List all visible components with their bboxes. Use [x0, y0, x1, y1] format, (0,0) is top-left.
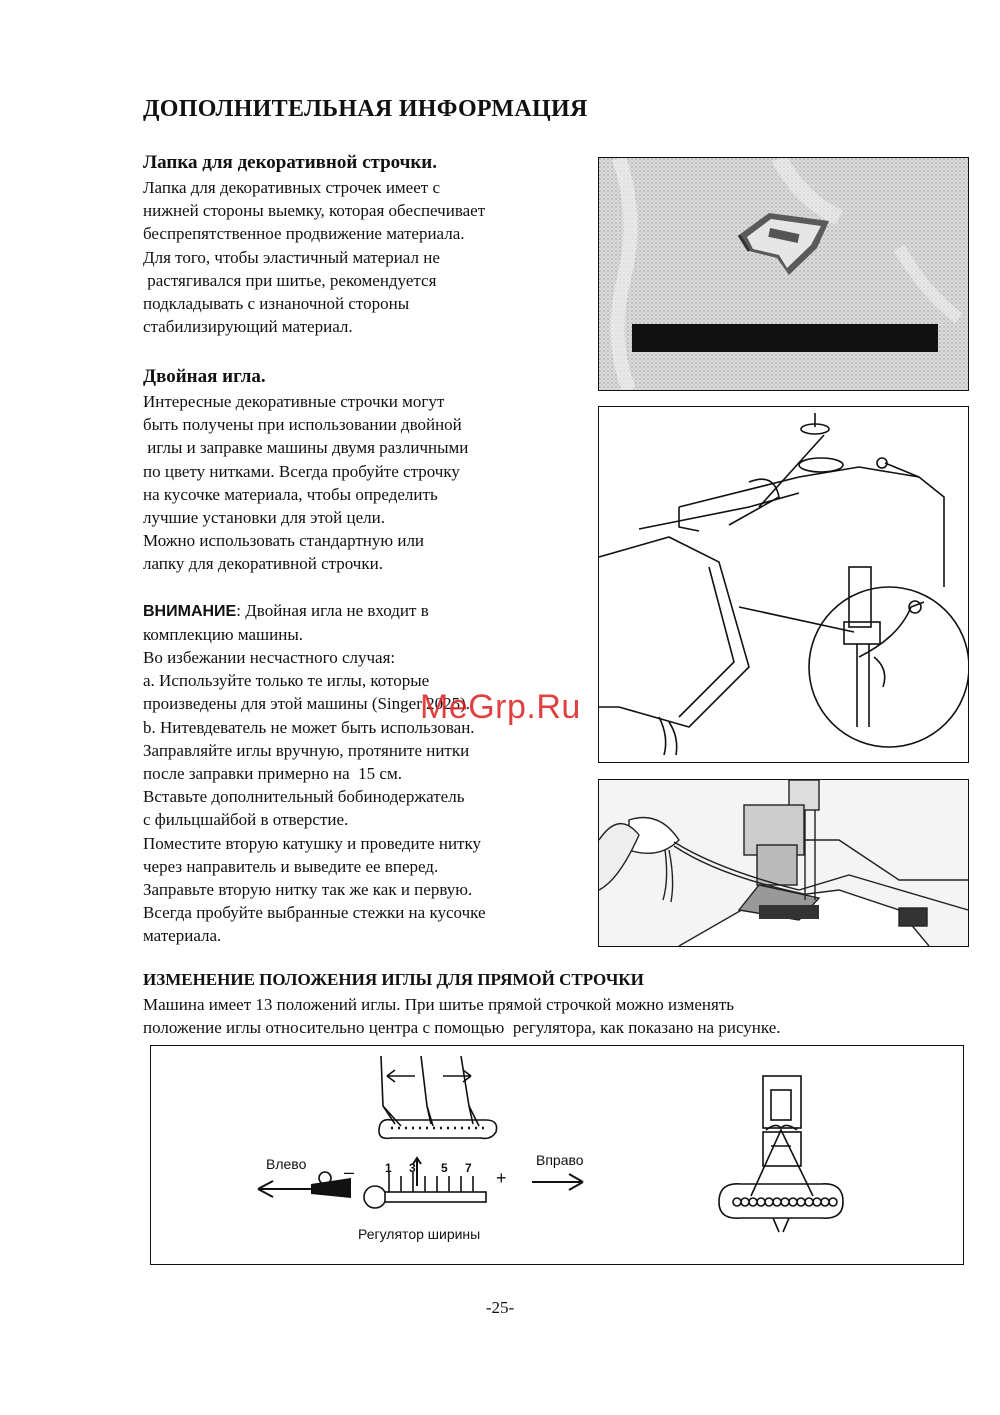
tick-label: 1 — [385, 1161, 392, 1175]
text-line: через направитель и выведите ее вперед. — [143, 856, 439, 876]
text-line: Вставьте дополнительный бобинодержатель — [143, 787, 465, 807]
text-line: с фильцшайбой в отверстие. — [143, 810, 349, 830]
text-line: Для того, чтобы эластичный материал не — [143, 247, 440, 267]
text-line: Лапка для декоративных строчек имеет с — [143, 178, 440, 197]
text-line: по цвету нитками. Всегда пробуйте строчку — [143, 461, 460, 481]
text-line: a. Используйте только те иглы, которые — [143, 671, 430, 691]
dial-caption: Регулятор ширины — [358, 1226, 481, 1242]
text-line: Во избежании несчастного случая: — [143, 648, 396, 668]
warning-line — [143, 599, 583, 623]
text-line: беспрепятственное продвижение материала. — [143, 224, 465, 244]
needle-fan — [379, 1056, 497, 1138]
section-title: Лапка для декоративной строчки. — [143, 152, 437, 173]
section-title: Двойная игла. — [143, 366, 266, 387]
tick-label: 7 — [465, 1161, 472, 1175]
text-line: Можно использовать стандартную или — [143, 531, 425, 551]
text-line: комплекцию машины. — [143, 624, 304, 644]
left-arrow — [258, 1178, 351, 1198]
text-line: Всегда пробуйте выбранные стежки на кусочке — [143, 903, 486, 923]
needle-threading-photo — [598, 779, 969, 947]
text-line: лучшие установки для этой цели. — [143, 508, 386, 528]
right-label: Вправо — [536, 1152, 584, 1168]
watermark: MeGrp.Ru — [420, 688, 581, 726]
section-decorative-foot — [143, 152, 583, 338]
twin-needle-threading-figure — [598, 406, 969, 763]
warning-text: : Двойная игла не входит в — [236, 600, 429, 620]
presser-foot-needle-positions — [719, 1076, 843, 1232]
text-line: положение иглы относительно центра с помощью регулятора, как показано на рисунке. — [143, 1018, 781, 1037]
presser-foot-photo — [598, 157, 969, 391]
text-line: Интересные декоративные строчки могут — [143, 392, 445, 411]
text-line: иглы и заправке машины двумя различными — [143, 438, 469, 458]
page-number: -25- — [485, 1298, 515, 1317]
text-line: Заправьте вторую нитку так же как и первую. — [143, 880, 473, 900]
right-arrow — [532, 1174, 583, 1190]
text-line: растягивался при шитье, рекомендуется — [143, 270, 437, 290]
text-line: произведены для этой машины (Singer 2025). — [143, 694, 471, 714]
text-line: после заправки примерно на 15 см. — [143, 764, 402, 784]
text-line: на кусочке материала, чтобы определить — [143, 484, 438, 504]
text-line: Машина имеет 13 положений иглы. При шитье прямой строчкой можно изменять — [143, 995, 735, 1014]
section-title-needle-position: ИЗМЕНЕНИЕ ПОЛОЖЕНИЯ ИГЛЫ ДЛЯ ПРЯМОЙ СТРОЧКИ — [143, 970, 644, 989]
left-label: Влево — [266, 1156, 307, 1172]
text-line: материала. — [143, 926, 222, 946]
text-line: Поместите вторую катушку и проведите нитку — [143, 833, 481, 853]
tick-label: 5 — [441, 1161, 448, 1175]
text-line: быть получены при использовании двойной — [143, 415, 462, 435]
text-line: лапку для декоративной строчки. — [143, 554, 383, 574]
tick-label: 3 — [409, 1161, 416, 1175]
page-title: ДОПОЛНИТЕЛЬНАЯ ИНФОРМАЦИЯ — [143, 96, 588, 122]
text-line: стабилизирующий материал. — [143, 317, 353, 337]
minus-sign: – — [344, 1162, 355, 1182]
text-line: нижней стороны выемку, которая обеспечивает — [143, 201, 486, 221]
plus-sign: + — [496, 1168, 507, 1188]
text-line: b. Нитевдеватель не может быть использован. — [143, 717, 475, 737]
needle-position-diagram — [150, 1045, 964, 1265]
warning-label: ВНИМАНИЕ — [143, 602, 237, 620]
text-line: подкладывать с изнаночной стороны — [143, 294, 410, 314]
text-line: Заправляйте иглы вручную, протяните нитки — [143, 740, 470, 760]
section-twin-needle — [143, 366, 583, 948]
